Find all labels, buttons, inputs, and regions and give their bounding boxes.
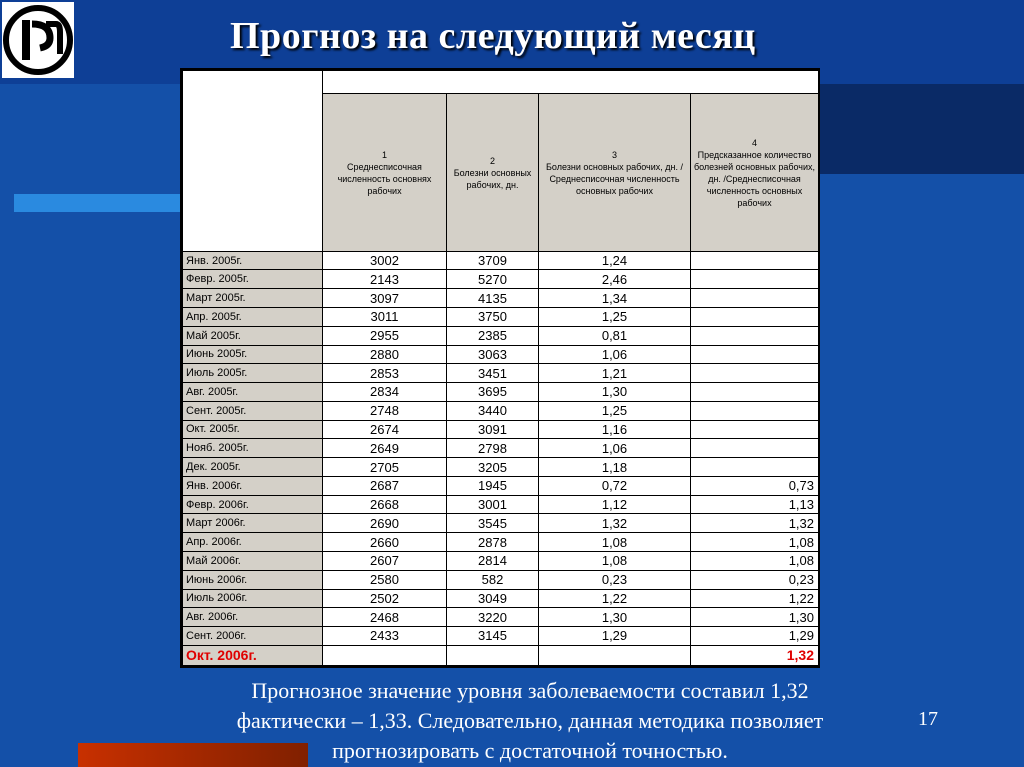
ratio-cell: 1,21 xyxy=(539,364,691,383)
table-row xyxy=(183,326,819,345)
predicted-ratio-cell: 1,08 xyxy=(691,551,819,570)
sick-days-cell: 4135 xyxy=(447,289,539,308)
sick-days-cell: 2798 xyxy=(447,439,539,458)
ratio-cell: 1,16 xyxy=(539,420,691,439)
row-label-cell: Февр. 2006г. xyxy=(183,495,323,514)
row-label-cell: Авг. 2006г. xyxy=(183,608,323,627)
avg-workers-cell: 2690 xyxy=(323,514,447,533)
table-row xyxy=(183,608,819,627)
table-row xyxy=(183,533,819,552)
predicted-ratio-cell: 1,22 xyxy=(691,589,819,608)
predicted-ratio-cell: 1,08 xyxy=(691,533,819,552)
avg-workers-cell: 2853 xyxy=(323,364,447,383)
data-table xyxy=(182,70,819,666)
row-label-cell: Авг. 2005г. xyxy=(183,383,323,402)
row-label-cell: Март 2005г. xyxy=(183,289,323,308)
sick-days-cell: 3709 xyxy=(447,251,539,270)
predicted-ratio-cell xyxy=(691,251,819,270)
row-label-cell: Янв. 2006г. xyxy=(183,476,323,495)
avg-workers-cell: 2468 xyxy=(323,608,447,627)
predicted-ratio-cell: 1,30 xyxy=(691,608,819,627)
table-row xyxy=(183,345,819,364)
table-row xyxy=(183,364,819,383)
ratio-cell: 1,30 xyxy=(539,608,691,627)
avg-workers-cell: 3097 xyxy=(323,289,447,308)
row-label-cell: Июль 2005г. xyxy=(183,364,323,383)
predicted-ratio-cell xyxy=(691,458,819,477)
sick-days-cell: 2385 xyxy=(447,326,539,345)
ratio-cell: 1,25 xyxy=(539,401,691,420)
predicted-ratio-cell xyxy=(691,439,819,458)
predicted-ratio-cell: 1,29 xyxy=(691,627,819,646)
predicted-ratio-cell xyxy=(691,420,819,439)
ratio-cell: 1,18 xyxy=(539,458,691,477)
avg-workers-cell: 2433 xyxy=(323,627,447,646)
row-label-cell: Апр. 2005г. xyxy=(183,308,323,327)
logo-emblem-icon xyxy=(2,2,74,78)
sick-days-cell: 3451 xyxy=(447,364,539,383)
avg-workers-cell: 2748 xyxy=(323,401,447,420)
table-row xyxy=(183,251,819,270)
column-header-4: 4 Предсказанное количество болезней основных рабочих, дн. /Среднесписочная численность основных рабочих xyxy=(691,94,819,251)
avg-workers-cell: 3011 xyxy=(323,308,447,327)
avg-workers-cell: 2607 xyxy=(323,551,447,570)
table-row xyxy=(183,401,819,420)
avg-workers-cell: 2955 xyxy=(323,326,447,345)
spreadsheet-table xyxy=(180,68,820,668)
ratio-cell: 0,81 xyxy=(539,326,691,345)
logo xyxy=(2,2,74,78)
table-row xyxy=(183,439,819,458)
avg-workers-cell: 2834 xyxy=(323,383,447,402)
row-label-cell: Май 2006г. xyxy=(183,551,323,570)
avg-workers-cell xyxy=(323,645,447,665)
bg-stripe-right xyxy=(820,84,1024,174)
avg-workers-cell: 2674 xyxy=(323,420,447,439)
caption-line: фактически – 1,33. Следовательно, данная методика позволяет xyxy=(236,708,824,733)
sick-days-cell: 3205 xyxy=(447,458,539,477)
predicted-ratio-cell: 0,73 xyxy=(691,476,819,495)
column-header-1: 1 Среднесписочная численность основнях рабочих xyxy=(323,94,447,251)
table-row xyxy=(183,476,819,495)
ratio-cell: 1,22 xyxy=(539,589,691,608)
sick-days-cell: 2814 xyxy=(447,551,539,570)
sick-days-cell: 1945 xyxy=(447,476,539,495)
predicted-ratio-cell xyxy=(691,270,819,289)
row-label-cell: Окт. 2005г. xyxy=(183,420,323,439)
sick-days-cell: 3091 xyxy=(447,420,539,439)
row-label-cell: Февр. 2005г. xyxy=(183,270,323,289)
predicted-ratio-cell xyxy=(691,383,819,402)
ratio-cell: 1,06 xyxy=(539,439,691,458)
table-row xyxy=(183,270,819,289)
sick-days-cell: 3220 xyxy=(447,608,539,627)
row-label-cell: Окт. 2006г. xyxy=(183,645,323,665)
row-label-cell: Сент. 2005г. xyxy=(183,401,323,420)
column-header-2: 2 Болезни основных рабочих, дн. xyxy=(447,94,539,251)
table-row xyxy=(183,420,819,439)
sick-days-cell: 3049 xyxy=(447,589,539,608)
sick-days-cell: 3063 xyxy=(447,345,539,364)
avg-workers-cell: 2143 xyxy=(323,270,447,289)
conclusion-text xyxy=(160,676,900,766)
ratio-cell: 1,29 xyxy=(539,627,691,646)
corner-cell xyxy=(183,71,323,252)
bg-stripe-left xyxy=(14,194,180,212)
table-row xyxy=(183,458,819,477)
row-label-cell: Март 2006г. xyxy=(183,514,323,533)
row-label-cell: Янв. 2005г. xyxy=(183,251,323,270)
sick-days-cell: 3145 xyxy=(447,627,539,646)
predicted-ratio-cell: 1,32 xyxy=(691,645,819,665)
sick-days-cell xyxy=(447,645,539,665)
ratio-cell xyxy=(539,645,691,665)
predicted-ratio-cell xyxy=(691,345,819,364)
predicted-ratio-cell xyxy=(691,326,819,345)
avg-workers-cell: 3002 xyxy=(323,251,447,270)
avg-workers-cell: 2660 xyxy=(323,533,447,552)
ratio-cell: 1,06 xyxy=(539,345,691,364)
sick-days-cell: 5270 xyxy=(447,270,539,289)
sick-days-cell: 3695 xyxy=(447,383,539,402)
ratio-cell: 1,25 xyxy=(539,308,691,327)
table-row xyxy=(183,308,819,327)
ratio-cell: 1,34 xyxy=(539,289,691,308)
avg-workers-cell: 2705 xyxy=(323,458,447,477)
predicted-ratio-cell xyxy=(691,308,819,327)
predicted-ratio-cell: 1,13 xyxy=(691,495,819,514)
row-label-cell: Дек. 2005г. xyxy=(183,458,323,477)
row-label-cell: Июль 2006г. xyxy=(183,589,323,608)
sick-days-cell: 3545 xyxy=(447,514,539,533)
avg-workers-cell: 2880 xyxy=(323,345,447,364)
table-row xyxy=(183,383,819,402)
sick-days-cell: 3440 xyxy=(447,401,539,420)
predicted-ratio-cell: 0,23 xyxy=(691,570,819,589)
row-label-cell: Июнь 2006г. xyxy=(183,570,323,589)
ratio-cell: 1,30 xyxy=(539,383,691,402)
ratio-cell: 1,08 xyxy=(539,533,691,552)
ratio-cell: 1,12 xyxy=(539,495,691,514)
row-label-cell: Июнь 2005г. xyxy=(183,345,323,364)
predicted-ratio-cell xyxy=(691,289,819,308)
avg-workers-cell: 2668 xyxy=(323,495,447,514)
table-row xyxy=(183,495,819,514)
avg-workers-cell: 2580 xyxy=(323,570,447,589)
table-row xyxy=(183,551,819,570)
caption-line: Прогнозное значение уровня заболеваемости составил 1,32 xyxy=(251,678,809,703)
ratio-cell: 1,32 xyxy=(539,514,691,533)
avg-workers-cell: 2502 xyxy=(323,589,447,608)
sick-days-cell: 3001 xyxy=(447,495,539,514)
ratio-cell: 2,46 xyxy=(539,270,691,289)
table-row xyxy=(183,289,819,308)
row-label-cell: Май 2005г. xyxy=(183,326,323,345)
predicted-ratio-cell xyxy=(691,401,819,420)
row-label-cell: Сент. 2006г. xyxy=(183,627,323,646)
ratio-cell: 1,24 xyxy=(539,251,691,270)
caption-line: прогнозировать с достаточной точностью. xyxy=(332,738,728,763)
header-band xyxy=(323,71,819,94)
table-row xyxy=(183,570,819,589)
table-row xyxy=(183,514,819,533)
sick-days-cell: 3750 xyxy=(447,308,539,327)
row-label-cell: Нояб. 2005г. xyxy=(183,439,323,458)
avg-workers-cell: 2649 xyxy=(323,439,447,458)
ratio-cell: 0,23 xyxy=(539,570,691,589)
ratio-cell: 0,72 xyxy=(539,476,691,495)
predicted-ratio-cell: 1,32 xyxy=(691,514,819,533)
sick-days-cell: 582 xyxy=(447,570,539,589)
page-number: 17 xyxy=(918,708,938,730)
forecast-row xyxy=(183,645,819,665)
ratio-cell: 1,08 xyxy=(539,551,691,570)
table-row xyxy=(183,589,819,608)
predicted-ratio-cell xyxy=(691,364,819,383)
column-header-3: 3 Болезни основных рабочих, дн. /Среднесписочная численность основных рабочих xyxy=(539,94,691,251)
row-label-cell: Апр. 2006г. xyxy=(183,533,323,552)
avg-workers-cell: 2687 xyxy=(323,476,447,495)
slide-title: Прогноз на следующий месяц xyxy=(230,15,756,57)
sick-days-cell: 2878 xyxy=(447,533,539,552)
table-row xyxy=(183,627,819,646)
